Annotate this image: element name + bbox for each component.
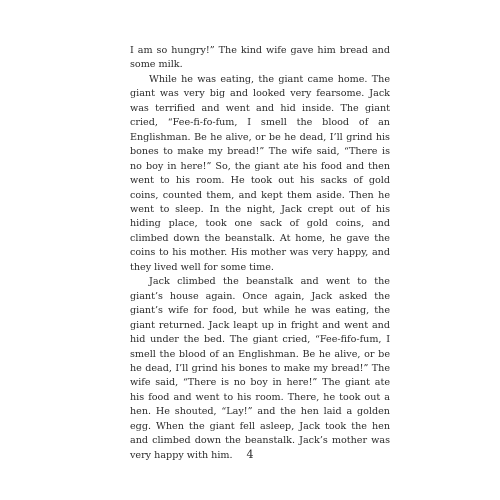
paragraph-giant-comes-home: While he was eating, the giant came home. The giant was very big and looked very fearsome. Jack was terrified and went and hid inside. The giant cried, “Fee-fi-fo-fum, I smell the blood of an Englishman. Be he alive, or be he dead, I’ll grind his bones to make my bread!” The wife said, “There is no boy in here!” So, the giant ate his food and then went to his room. He took out his sacks of gold coins, counted them, and kept them aside. Then he went to sleep. In the night, Jack crept out of his hiding place, took one sack of gold coins, and climbed down the beanstalk. At home, he gave the coins to his mother. His mother was very happy, and they lived well for some time. xyxy=(130,73,390,273)
story-text xyxy=(130,44,390,463)
page-number: 4 xyxy=(246,448,254,461)
paragraph-jack-returns: Jack climbed the beanstalk and went to the giant’s house again. Once again, Jack asked the giant’s wife for food, but while he was eating, the giant returned. Jack leapt up in fright and went and hid under the bed. The giant cried, “Fee-fifo-fum, I smell the blood of an Englishman. Be he alive, or be he dead, I’ll grind his bones to make my bread!” The wife said, “There is no boy in here!” The giant ate his food and went to his room. There, he took out a hen. He shouted, “Lay!” and the hen laid a golden egg. When the giant fell asleep, Jack took the hen and climbed down the beanstalk. Jack’s mother was very happy with him. xyxy=(130,276,390,461)
paragraph-continuation: I am so hungry!” The kind wife gave him bread and some milk. xyxy=(130,45,390,71)
